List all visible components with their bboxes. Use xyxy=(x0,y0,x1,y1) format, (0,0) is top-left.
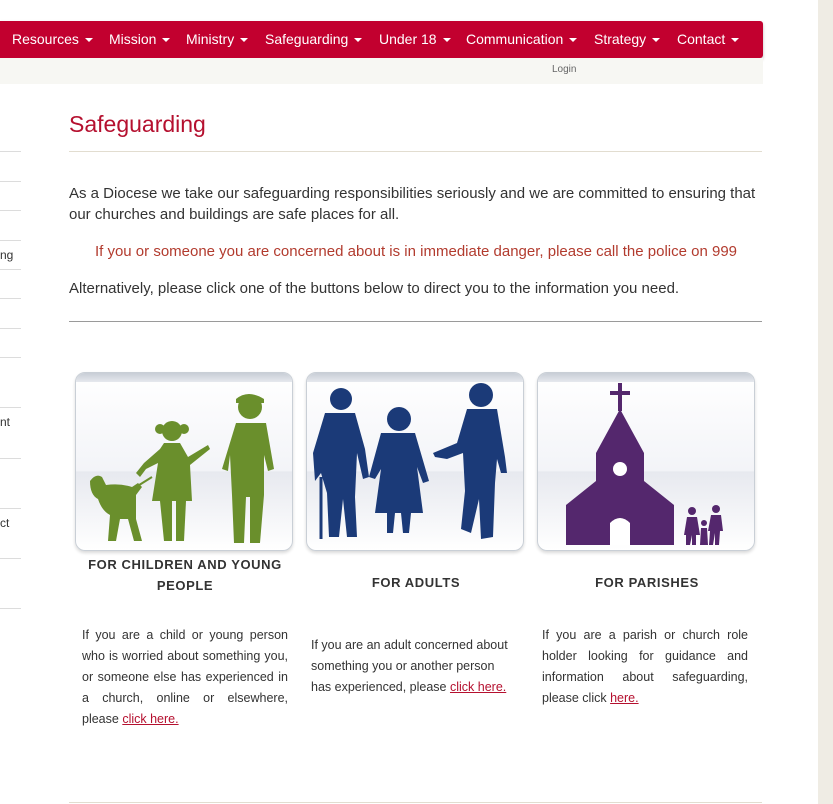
nav-item-label: Ministry xyxy=(186,31,235,47)
sidebar-item-label[interactable]: ng xyxy=(0,248,14,262)
sidebar-divider xyxy=(0,328,21,329)
sidebar-divider xyxy=(0,458,21,459)
sidebar-divider xyxy=(0,181,21,182)
page-right-strip xyxy=(818,0,833,804)
nav-item-label: Mission xyxy=(109,31,157,47)
caret-down-icon xyxy=(569,38,577,42)
adults-silhouette-icon xyxy=(307,373,523,550)
card-body-text: If you are an adult concerned about something you or another person has experienced, please xyxy=(311,638,508,694)
content-divider xyxy=(69,321,762,322)
title-divider xyxy=(69,151,762,152)
sidebar-divider xyxy=(0,151,21,152)
card-title-parishes: FOR PARISHES xyxy=(595,575,699,590)
sidebar-divider xyxy=(0,407,21,408)
sidebar-divider xyxy=(0,608,21,609)
card-title-adults: FOR ADULTS xyxy=(371,575,461,590)
alternative-text: Alternatively, please click one of the buttons below to direct you to the information you need. xyxy=(69,280,680,297)
parishes-click-here-link[interactable]: here. xyxy=(610,691,639,705)
nav-item-safeguarding[interactable] xyxy=(265,21,362,58)
main-navbar xyxy=(0,21,763,58)
sidebar-divider xyxy=(0,508,21,509)
nav-item-resources[interactable] xyxy=(12,21,93,58)
card-title-children: FOR CHILDREN AND YOUNG PEOPLE xyxy=(88,557,282,593)
church-icon xyxy=(538,373,754,550)
nav-item-under-18[interactable] xyxy=(379,21,451,58)
sidebar-item-label[interactable]: nt xyxy=(0,415,11,429)
card-body-text: If you are a parish or church role holder looking for guidance and information about safeguarding, please click xyxy=(542,628,748,705)
sub-header-bar xyxy=(0,58,763,84)
nav-item-contact[interactable] xyxy=(677,21,739,58)
login-link[interactable]: Login xyxy=(552,64,577,75)
sidebar-divider xyxy=(0,210,21,211)
nav-item-mission[interactable] xyxy=(109,21,170,58)
sidebar-divider xyxy=(0,269,21,270)
card-text-children xyxy=(82,625,288,730)
nav-item-label: Contact xyxy=(677,31,726,47)
nav-item-label: Under 18 xyxy=(379,31,437,47)
card-text-parishes xyxy=(542,625,748,709)
sidebar-item-label[interactable]: ct xyxy=(0,516,10,530)
card-body-text: If you are a child or young person who is worried about something you, or someone else has experienced in a church, online or elsewhere, please xyxy=(82,628,288,726)
children-silhouette-icon xyxy=(76,373,292,550)
adults-click-here-link[interactable]: click here. xyxy=(449,680,507,694)
children-click-here-link[interactable]: click here. xyxy=(122,712,179,726)
caret-down-icon xyxy=(162,38,170,42)
page-title: Safeguarding xyxy=(69,111,206,137)
danger-notice: If you or someone you are concerned about is in immediate danger, please call the police on 999 xyxy=(94,243,738,260)
nav-item-label: Communication xyxy=(466,31,564,47)
caret-down-icon xyxy=(731,38,739,42)
sidebar-divider xyxy=(0,240,21,241)
children-card-button[interactable] xyxy=(75,372,293,551)
sidebar-divider xyxy=(0,357,21,358)
nav-item-label: Resources xyxy=(12,31,79,47)
sidebar-divider xyxy=(0,298,21,299)
caret-down-icon xyxy=(443,38,451,42)
card-text-adults xyxy=(311,635,517,698)
nav-item-label: Safeguarding xyxy=(265,31,349,47)
adults-card-button[interactable] xyxy=(306,372,524,551)
nav-item-ministry[interactable] xyxy=(186,21,248,58)
parishes-card-button[interactable] xyxy=(537,372,755,551)
caret-down-icon xyxy=(354,38,362,42)
intro-text: As a Diocese we take our safeguarding responsibilities seriously and we are committed to ensuring that our churches and buildings are safe places for all. xyxy=(69,185,756,223)
nav-item-label: Strategy xyxy=(594,31,647,47)
caret-down-icon xyxy=(652,38,660,42)
bottom-divider xyxy=(69,802,762,803)
sidebar-divider xyxy=(0,558,21,559)
caret-down-icon xyxy=(85,38,93,42)
nav-item-strategy[interactable] xyxy=(594,21,660,58)
caret-down-icon xyxy=(240,38,248,42)
nav-item-communication[interactable] xyxy=(466,21,577,58)
